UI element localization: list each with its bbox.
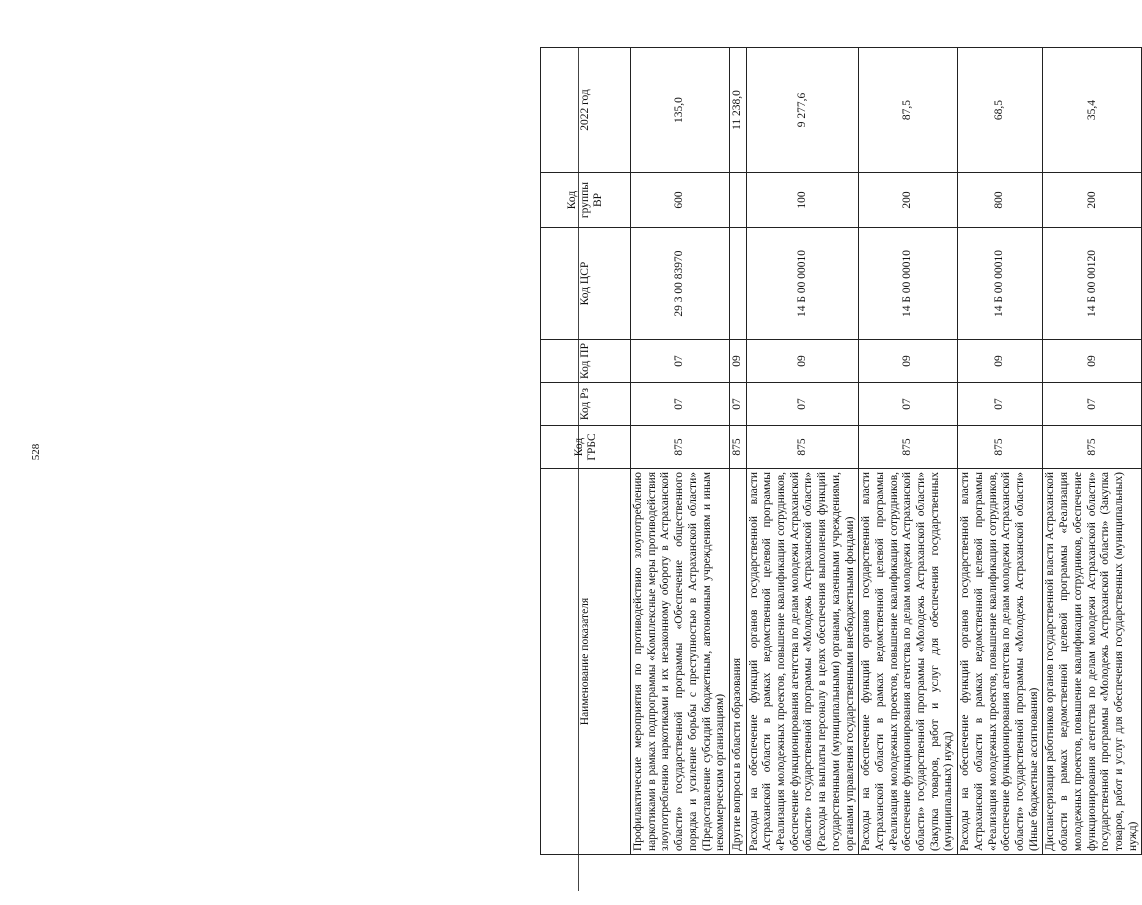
row-amount: 87,5 <box>859 48 958 173</box>
header-pr: Код ПР <box>541 340 631 383</box>
row-rz: 07 <box>1043 383 1142 426</box>
row-grbs: 875 <box>958 426 1043 469</box>
row-pr: 09 <box>729 340 746 383</box>
row-pr: 07 <box>631 340 730 383</box>
header-csr: Код ЦСР <box>541 228 631 340</box>
row-amount: 9 277,6 <box>746 48 859 173</box>
row-pr: 09 <box>859 340 958 383</box>
row-csr: 14 Б 00 00010 <box>859 228 958 340</box>
row-amount: 135,0 <box>631 48 730 173</box>
budget-table <box>540 47 1142 855</box>
row-rz: 07 <box>958 383 1043 426</box>
row-pr: 09 <box>1043 340 1142 383</box>
row-amount: 35,4 <box>1043 48 1142 173</box>
row-name: Другие вопросы в области образования <box>729 469 746 855</box>
row-amount: 11 238,0 <box>729 48 746 173</box>
row-pr: 09 <box>958 340 1043 383</box>
row-grbs: 875 <box>1043 426 1142 469</box>
row-amount: 68,5 <box>958 48 1043 173</box>
row-name: Диспансеризация работников органов государственной власти Астраханской области в рамках ведомственной целевой программы «Реализация молодежных проектов, повышение квалификации сотрудников, обеспечение функционирования агентства по делам молодежи Астраханской области» государственной программы «Молодежь Астраханской области» (Закупка товаров, работ и услуг для обеспечения государственных (муниципальных) нужд) <box>1043 469 1142 855</box>
row-name: Расходы на обеспечение функций органов государственной власти Астраханской области в рамках ведомственной целевой программы «Реализация молодежных проектов, повышение квалификации сотрудников, обеспечение функционирования агентства по делам молодежи Астраханской области» государственной программы «Молодежь Астраханской области» (Иные бюджетные ассигнования) <box>958 469 1043 855</box>
header-grbs: Код ГРБС <box>541 426 631 469</box>
table-row <box>1043 48 1142 855</box>
row-rz: 07 <box>729 383 746 426</box>
row-rz: 07 <box>631 383 730 426</box>
row-name: Расходы на обеспечение функций органов государственной власти Астраханской области в рамках ведомственной целевой программы «Реализация молодежных проектов, повышение квалификации сотрудников, обеспечение функционирования агентства по делам молодежи Астраханской области» государственной программы «Молодежь Астраханской области» (Расходы на выплаты персоналу в целях обеспечения выполнения функций государственными (муниципальными) органами, казенными учреждениями, органами управления государственными внебюджетными фондами) <box>746 469 859 855</box>
row-csr: 14 Б 00 00120 <box>1043 228 1142 340</box>
row-vr: 600 <box>631 173 730 228</box>
table-row <box>631 48 730 855</box>
row-csr: 14 Б 00 00010 <box>958 228 1043 340</box>
header-rz: Код Рз <box>541 383 631 426</box>
header-year: 2022 год <box>541 48 631 173</box>
row-rz: 07 <box>746 383 859 426</box>
row-vr: 800 <box>958 173 1043 228</box>
row-grbs: 875 <box>631 426 730 469</box>
header-vr: Код группы ВР <box>541 173 631 228</box>
page-number: 528 <box>30 443 42 461</box>
table-row <box>746 48 859 855</box>
rotated-page-content <box>540 48 1139 855</box>
row-name: Профилактические мероприятия по противодействию злоупотреблению наркотиками в рамках подпрограммы «Комплексные меры противодействия злоупотреблению наркотиками и их незаконному обороту в Астраханской области» государственной программы «Обеспечение общественного порядка и усиление борьбы с преступностью в Астраханской области» (Предоставление субсидий бюджетным, автономным учреждениям и иным некоммерческим организациям) <box>631 469 730 855</box>
table-row <box>958 48 1043 855</box>
row-vr <box>729 173 746 228</box>
row-csr: 29 3 00 83970 <box>631 228 730 340</box>
row-vr: 200 <box>1043 173 1142 228</box>
row-rz: 07 <box>859 383 958 426</box>
table-row <box>729 48 746 855</box>
row-csr <box>729 228 746 340</box>
row-grbs: 875 <box>729 426 746 469</box>
row-name: Расходы на обеспечение функций органов государственной власти Астраханской области в рамках ведомственной целевой программы «Реализация молодежных проектов, повышение квалификации сотрудников, обеспечение функционирования агентства по делам молодежи Астраханской области» государственной программы «Молодежь Астраханской области» (Закупка товаров, работ и услуг для обеспечения государственных (муниципальных) нужд) <box>859 469 958 855</box>
row-vr: 200 <box>859 173 958 228</box>
row-vr: 100 <box>746 173 859 228</box>
table-header-row <box>541 48 631 855</box>
header-name: Наименование показателя <box>541 469 631 855</box>
row-pr: 09 <box>746 340 859 383</box>
row-csr: 14 Б 00 00010 <box>746 228 859 340</box>
row-grbs: 875 <box>859 426 958 469</box>
table-row <box>859 48 958 855</box>
row-grbs: 875 <box>746 426 859 469</box>
